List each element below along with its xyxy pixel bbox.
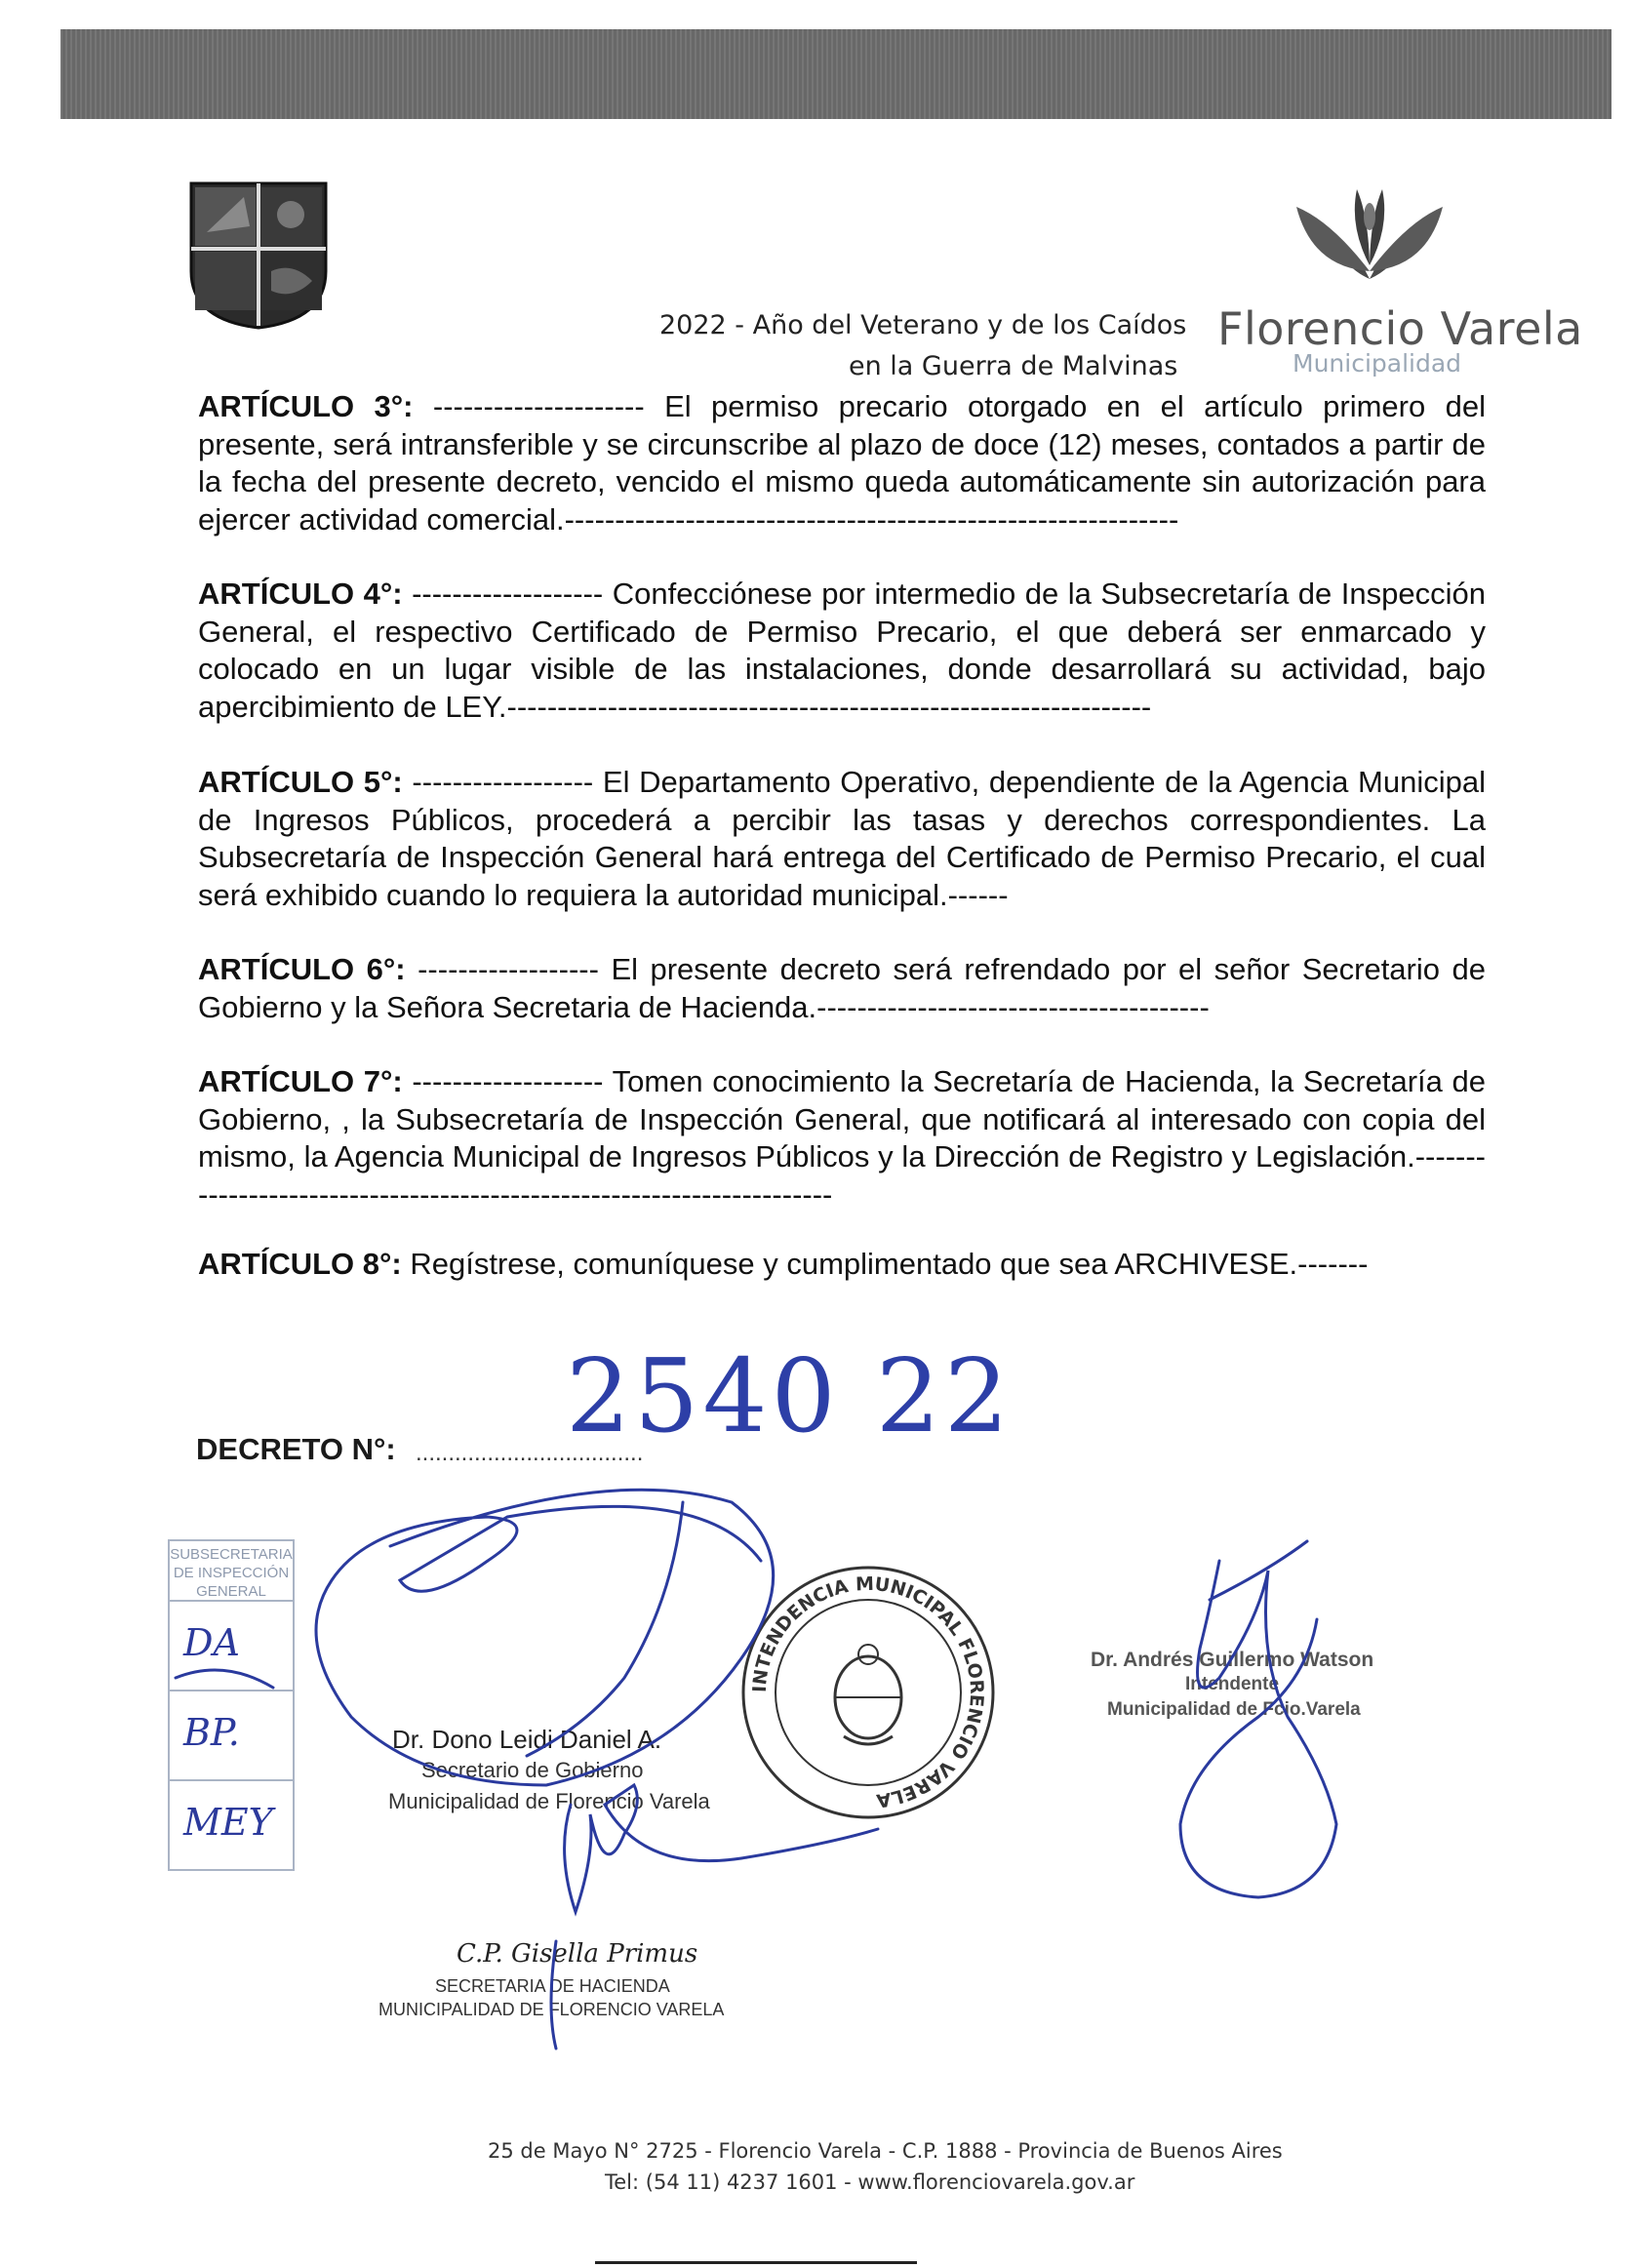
article-text: Confecciónese por intermedio de la Subsecretaría de Inspección General, el respectivo Certificado de Permiso Precario, el que deberá ser enmarcado y colocado en un lugar visible de las instalaciones, donde desarrollará su actividad, bajo apercibimiento de LEY.: [198, 577, 1486, 724]
article-label: ARTÍCULO 8°:: [198, 1247, 402, 1281]
signature-hacienda-title: SECRETARIA DE HACIENDA: [435, 1976, 670, 1996]
signature-hacienda-name: C.P. Gisella Primus: [457, 1939, 698, 1969]
article-text: Regístrese, comuníquese y cumplimentado que sea ARCHIVESE.: [410, 1247, 1298, 1281]
signature-intendente-cross: [1210, 1541, 1307, 1600]
signature-gobierno-org: Municipalidad de Florencio Varela: [388, 1789, 710, 1813]
brand-subtitle: Municipalidad: [1293, 349, 1462, 378]
signature-hacienda-org: MUNICIPALIDAD DE FLORENCIO VARELA: [378, 2000, 725, 2019]
article-trail-dashes: ----------------------------------------------------------------: [506, 689, 1152, 724]
decree-dotted-line: ...................................: [416, 1440, 644, 1466]
decree-label: DECRETO N°:: [196, 1432, 396, 1466]
article-label: ARTÍCULO 7°:: [198, 1064, 403, 1098]
brand-name: Florencio Varela: [1217, 302, 1583, 355]
footer-address: 25 de Mayo N° 2725 - Florencio Varela - C.P. 1888 - Provincia de Buenos Aires: [488, 2139, 1283, 2163]
signature-intendente-name: Dr. Andrés Guillermo Watson: [1091, 1649, 1374, 1671]
article-dashes: ---------------------: [432, 389, 645, 423]
article-trail-dashes: ------: [947, 877, 1009, 912]
signature-hacienda-loop: [551, 1941, 556, 2049]
article-text: Tomen conocimiento la Secretaría de Hacienda, la Secretaría de Gobierno, , la Subsecretaría de Inspección General, que notificará al interesado con copia del mismo, la Agencia Municipal de Ingresos Públicos y la Dirección de Registro y Legislación.: [198, 1064, 1487, 1174]
article-dashes: -------------------: [412, 1064, 604, 1098]
article-label: ARTÍCULO 4°:: [198, 577, 403, 611]
article-trail-dashes: ---------------------------------------: [816, 989, 1210, 1024]
article-label: ARTÍCULO 5°:: [198, 765, 403, 799]
signature-gobierno-name: Dr. Dono Leidi Daniel A.: [392, 1725, 662, 1754]
article-trail-dashes: -------: [1297, 1247, 1369, 1281]
stamp-mark: [176, 1670, 273, 1688]
article-text: El Departamento Operativo, dependiente de la Agencia Municipal de Ingresos Públicos, procederá a percibir las tasas y derechos correspondientes. La Subsecretaría de Inspección General hará entrega del Certificado de Permiso Precario, el cual será exhibido cuando lo requiera la autoridad municipal.: [198, 765, 1486, 912]
article-dashes: -------------------: [412, 577, 604, 611]
article-text: El permiso precario otorgado en el artículo primero del presente, será intransferible y se circunscribe al plazo de doce (12) meses, contados a partir de la fecha del presente decreto, vencido el mismo queda automáticamente sin autorización para ejercer actividad comercial.: [198, 389, 1486, 537]
article-trail-dashes: -------------------------------------------------------------: [564, 501, 1179, 537]
article-trail-dashes: ----------------------------------------------------------------------: [198, 1139, 1486, 1212]
footer-contact: Tel: (54 11) 4237 1601 - www.florenciovarela.gov.ar: [605, 2170, 1135, 2194]
article-text: El presente decreto será refrendado por el señor Secretario de Gobierno y la Señora Secretaria de Hacienda.: [198, 952, 1486, 1024]
article-label: ARTÍCULO 6°:: [198, 952, 406, 986]
seal-ring-text: INTENDENCIA MUNICIPAL FLORENCIO VARELA: [748, 1572, 988, 1811]
year-motto-line-2: en la Guerra de Malvinas: [849, 351, 1178, 381]
stamp-initials: DA: [183, 1621, 240, 1664]
signature-intendente-stroke: [1180, 1561, 1336, 1897]
signature-gobierno-tail: [527, 1502, 683, 1756]
signature-hacienda-stroke: [565, 1785, 878, 1912]
article-dashes: ------------------: [412, 765, 594, 799]
article-dashes: ------------------: [418, 952, 599, 986]
stamp-initials: BP.: [183, 1711, 240, 1754]
bottom-rule: [595, 2261, 917, 2264]
year-motto-line-1: 2022 - Año del Veterano y de los Caídos: [659, 310, 1187, 340]
stamp-box-header: SUBSECRETARIA DE INSPECCIÓN GENERAL: [170, 1541, 293, 1602]
signature-gobierno-stroke: [316, 1490, 774, 1785]
decree-number-stamp: 2540 22: [566, 1336, 1014, 1455]
article-label: ARTÍCULO 3°:: [198, 389, 414, 423]
signature-gobierno-title: Secretario de Gobierno: [421, 1758, 644, 1782]
signature-intendente-org: Municipalidad de Fcio.Varela: [1107, 1699, 1361, 1720]
stamp-initials: MEY: [183, 1801, 273, 1844]
signature-intendente-title: Intendente: [1185, 1674, 1280, 1694]
